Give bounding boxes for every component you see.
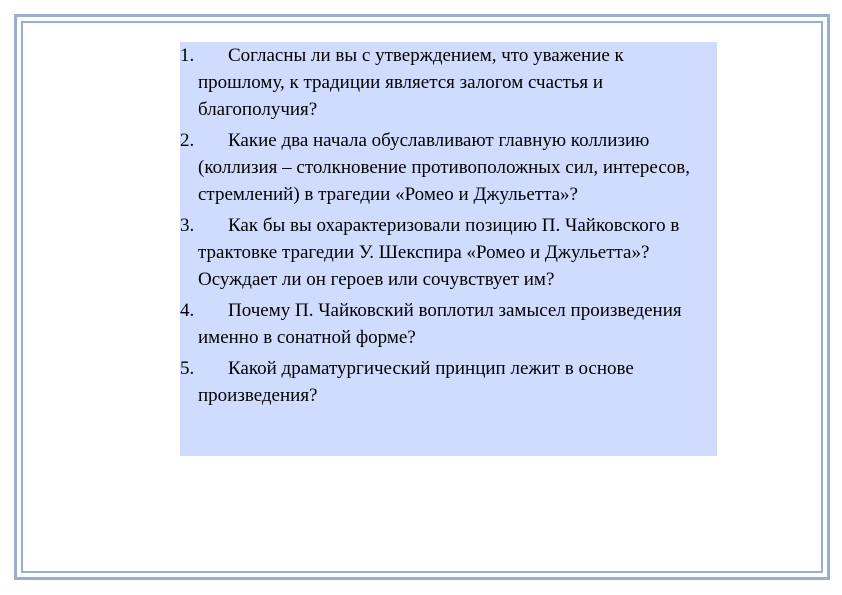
questions-list bbox=[180, 42, 713, 409]
question-text: Какие два начала обуславливают главную коллизию (коллизия – столкновение противоположных сил, интересов, стремлений) в трагедии «Ромео и Джульетта»? bbox=[198, 130, 690, 205]
question-item bbox=[180, 127, 713, 208]
question-item bbox=[180, 42, 713, 123]
question-item bbox=[180, 212, 713, 293]
question-text: Как бы вы охарактеризовали позицию П. Чайковского в трактовке трагедии У. Шекспира «Ромео и Джульетта»? Осуждает ли он героев или сочувствует им? bbox=[198, 215, 680, 290]
question-text: Согласны ли вы с утверждением, что уважение к прошлому, к традиции является залогом счастья и благополучия? bbox=[198, 45, 624, 120]
question-item bbox=[180, 355, 713, 409]
question-number: 2. bbox=[180, 130, 195, 151]
question-text: Почему П. Чайковский воплотил замысел произведения именно в сонатной форме? bbox=[198, 300, 682, 348]
question-number: 3. bbox=[180, 215, 195, 236]
question-number: 4. bbox=[180, 300, 195, 321]
question-number: 5. bbox=[180, 358, 195, 379]
question-item bbox=[180, 297, 713, 351]
question-text: Какой драматургический принцип лежит в основе произведения? bbox=[198, 358, 634, 406]
question-number: 1. bbox=[180, 45, 195, 66]
questions-box bbox=[180, 42, 717, 456]
